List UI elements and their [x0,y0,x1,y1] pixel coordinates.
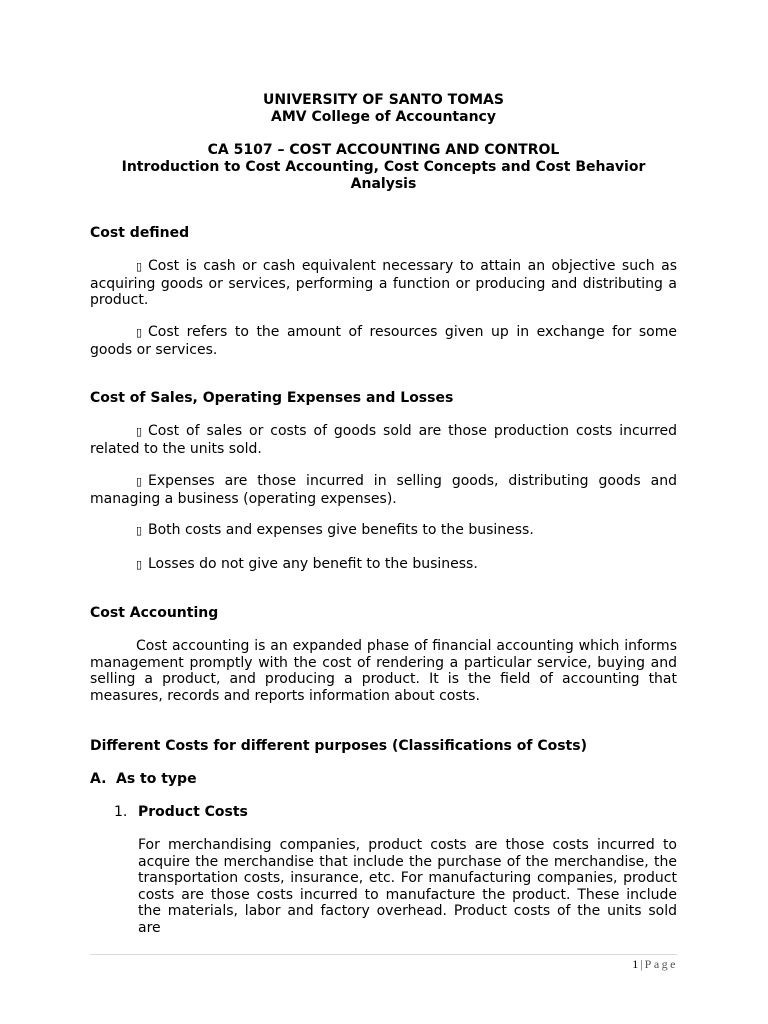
bullet-text: Cost is cash or cash equivalent necessary to attain an objective such as acquiring goods or services, performing a function or producing and distributing a product. [90,258,677,308]
footer-separator: | [640,957,643,971]
cost-defined-bullet-1 [90,258,677,309]
list-item-product-costs [114,804,248,821]
list-number: 1. [114,804,128,820]
bullet-text: Expenses are those incurred in selling goods, distributing goods and managing a business (operating expenses). [90,473,677,507]
subsection-title: As to type [116,771,197,787]
bullet-icon: ▯ [136,425,143,438]
bullet-text: Cost of sales or costs of goods sold are those production costs incurred related to the units sold. [90,423,677,457]
cost-of-sales-bullet-1 [90,423,677,457]
bullet-icon: ▯ [136,524,143,537]
page-word: Page [644,957,678,971]
bullet-icon: ▯ [136,475,143,488]
section-heading-cost-accounting: Cost Accounting [90,605,219,621]
bullet-text: Losses do not give any benefit to the business. [148,556,478,572]
course-title: CA 5107 – COST ACCOUNTING AND CONTROL [207,142,560,158]
product-costs-body: For merchandising companies, product costs are those costs incurred to acquire the merchandise that include the purchase of the merchandise, the transportation costs, insurance, etc. For manufacturing companies, product costs are those costs incurred to manufacture the product. These include the materials, labor and factory overhead. Product costs of the units sold are [138,837,677,936]
cost-accounting-body: Cost accounting is an expanded phase of financial accounting which informs management promptly with the cost of rendering a particular service, buying and selling a product, and producing a product. It is the field of accounting that measures, records and reports information about costs. [90,638,677,704]
section-heading-classifications: Different Costs for different purposes (Classifications of Costs) [90,738,587,754]
section-heading-cost-defined: Cost defined [90,225,190,241]
subsection-heading-as-to-type [90,771,197,788]
list-item-title: Product Costs [138,804,248,820]
bullet-icon: ▯ [136,326,143,339]
college-title: AMV College of Accountancy [271,109,496,125]
cost-of-sales-bullet-2 [90,473,677,507]
bullet-icon: ▯ [136,558,143,571]
document-subtitle: Introduction to Cost Accounting, Cost Concepts and Cost Behavior Analysis [121,159,646,192]
footer-divider [90,954,677,955]
subsection-label: A. [90,771,107,787]
section-heading-cost-of-sales: Cost of Sales, Operating Expenses and Losses [90,390,454,406]
page-footer [632,957,678,972]
bullet-text: Both costs and expenses give benefits to the business. [148,522,534,538]
cost-of-sales-bullet-3 [90,522,677,540]
page-number: 1 [632,957,639,971]
university-title: UNIVERSITY OF SANTO TOMAS [263,92,504,108]
bullet-text: Cost refers to the amount of resources given up in exchange for some goods or services. [90,324,677,358]
cost-of-sales-bullet-4 [90,556,677,574]
bullet-icon: ▯ [136,260,143,273]
cost-defined-bullet-2 [90,324,677,358]
